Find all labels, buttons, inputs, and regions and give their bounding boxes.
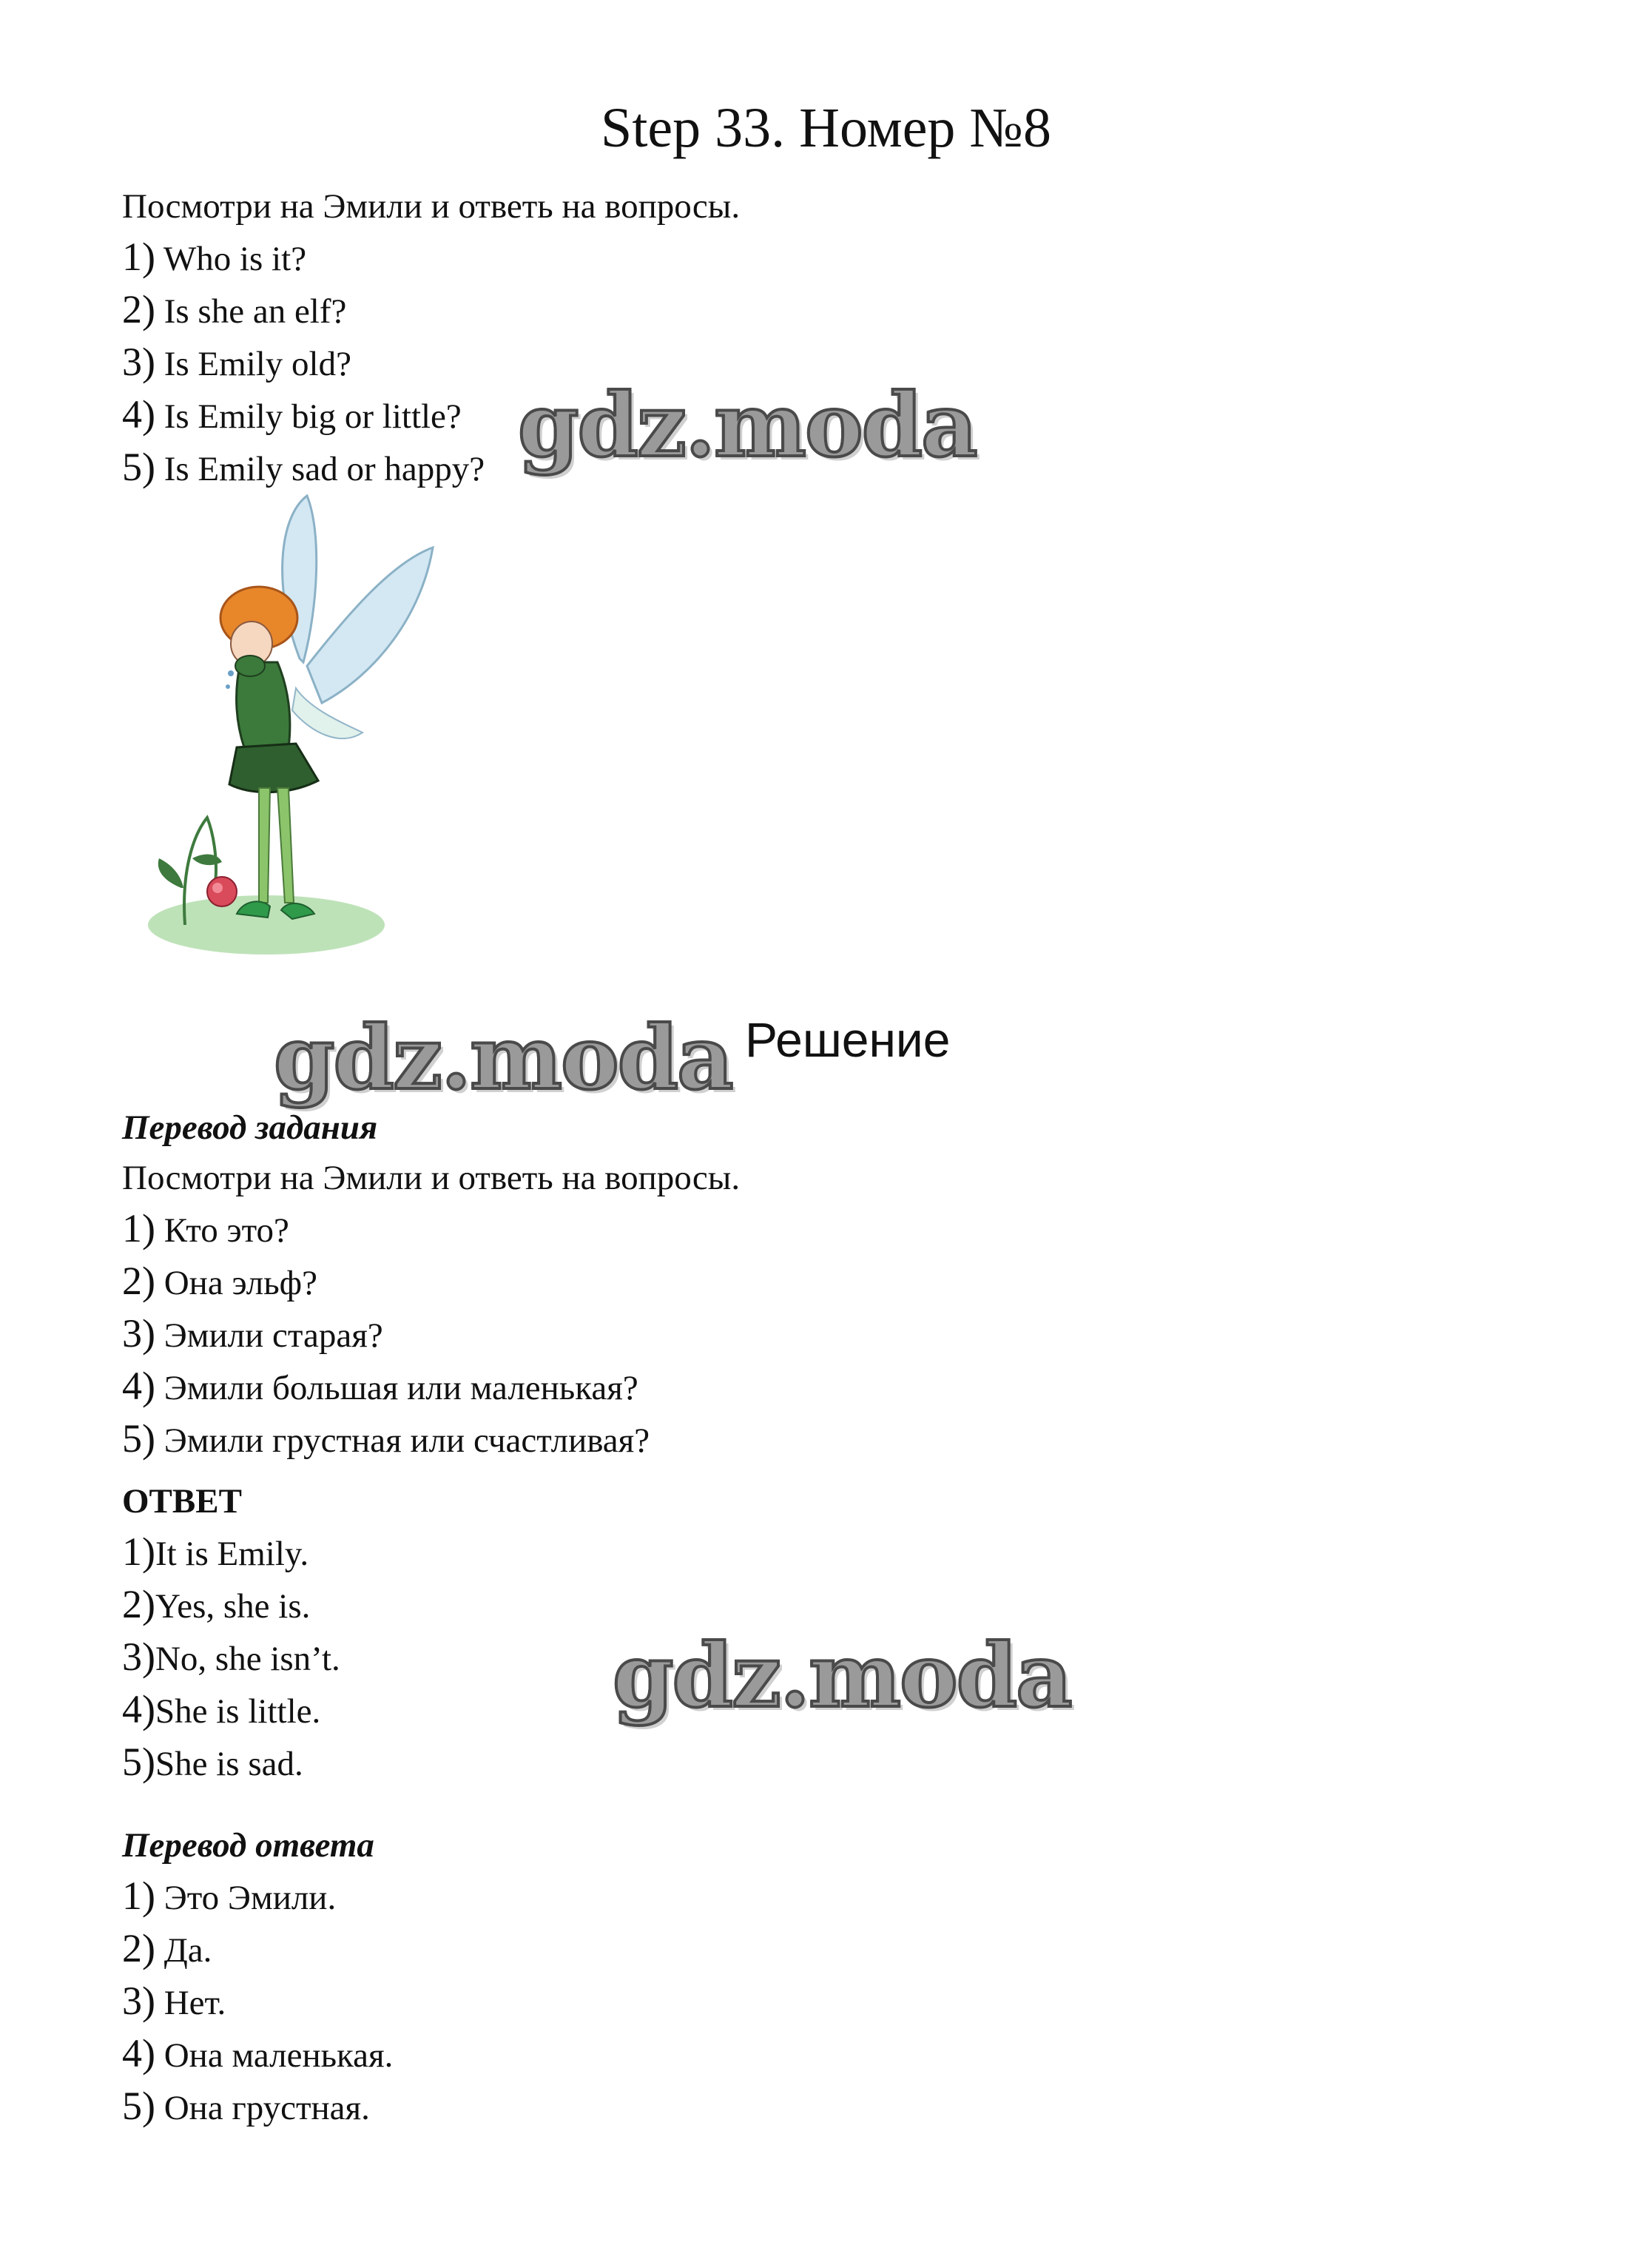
question-2 — [122, 284, 740, 337]
item-text: Кто это? — [163, 1211, 289, 1250]
question-text: Is Emily old? — [163, 345, 351, 383]
answer-item-5 — [122, 1737, 340, 1789]
item-number: 3) — [122, 1311, 155, 1356]
task-translation-heading: Перевод задания — [122, 1108, 378, 1147]
answer-item-1 — [122, 1526, 340, 1579]
flower-leaf — [158, 858, 183, 888]
item-number: 3) — [122, 1979, 155, 2023]
item-text: Эмили большая или маленькая? — [163, 1369, 638, 1407]
watermark: gdz.moda — [613, 1624, 1071, 1727]
flower-petal — [212, 883, 223, 893]
item-number: 1) — [122, 1529, 155, 1574]
item-text: Она эльф? — [163, 1264, 317, 1302]
fairy-hands — [235, 656, 265, 676]
question-text: Is she an elf? — [163, 292, 347, 331]
item-number: 2) — [122, 1259, 155, 1303]
answer-translation-item-2 — [122, 1923, 393, 1976]
answer-translation-item-1 — [122, 1871, 393, 1923]
answer-translation-item-5 — [122, 2081, 393, 2133]
task-instruction: Посмотри на Эмили и ответь на вопросы. — [122, 187, 741, 226]
fairy-leg — [259, 788, 270, 903]
answer-item-3 — [122, 1632, 340, 1684]
question-text: Is Emily big or little? — [163, 397, 462, 436]
item-text: Это Эмили. — [163, 1879, 337, 1917]
item-number: 3) — [122, 1635, 155, 1679]
item-number: 5) — [122, 2084, 155, 2128]
fairy-illustration — [141, 488, 451, 969]
translation-item-4 — [122, 1361, 740, 1413]
item-text: Она маленькая. — [163, 2036, 394, 2075]
answer-heading: ОТВЕТ — [122, 1482, 242, 1521]
item-number: 2) — [122, 1582, 155, 1626]
item-text: Эмили старая? — [163, 1316, 383, 1355]
answer-translation-item-3 — [122, 1976, 393, 2028]
answer-translation-block — [122, 1820, 393, 2133]
translation-item-2 — [122, 1256, 740, 1308]
item-text: It is Emily. — [155, 1535, 309, 1573]
solution-heading: Решение — [745, 1012, 951, 1067]
answer-item-4 — [122, 1684, 340, 1737]
item-text: She is little. — [155, 1692, 321, 1731]
answer-translation-heading: Перевод ответа — [122, 1826, 374, 1865]
item-number: 5) — [122, 1740, 155, 1784]
item-number: 1) — [122, 1873, 155, 1918]
item-text: She is sad. — [155, 1745, 303, 1783]
question-number: 3) — [122, 340, 155, 384]
task-translation-instruction: Посмотри на Эмили и ответь на вопросы. — [122, 1159, 741, 1197]
fairy-skirt — [229, 744, 318, 792]
item-text: Она грустная. — [163, 2089, 370, 2127]
tear — [228, 670, 234, 676]
answer-translation-item-4 — [122, 2028, 393, 2081]
tear — [226, 684, 230, 689]
question-number: 2) — [122, 287, 155, 331]
answer-item-2 — [122, 1579, 340, 1632]
translation-item-5 — [122, 1413, 740, 1466]
question-text: Is Emily sad or happy? — [163, 450, 485, 488]
flower-leaf — [192, 855, 222, 866]
flower-head — [207, 877, 237, 906]
question-number: 5) — [122, 445, 155, 489]
question-number: 1) — [122, 235, 155, 279]
watermark: gdz.moda — [274, 1006, 732, 1109]
item-text: No, she isn’t. — [155, 1640, 340, 1678]
task-translation-block — [122, 1102, 740, 1466]
item-text: Yes, she is. — [155, 1587, 311, 1626]
item-number: 5) — [122, 1416, 155, 1461]
right-wing — [307, 548, 433, 703]
watermark: gdz.moda — [518, 374, 977, 477]
item-text: Эмили грустная или счастливая? — [163, 1421, 650, 1460]
fairy-leg — [277, 788, 294, 903]
item-text: Да. — [163, 1931, 212, 1970]
item-number: 4) — [122, 1687, 155, 1731]
translation-item-3 — [122, 1308, 740, 1361]
item-number: 4) — [122, 2031, 155, 2075]
item-number: 2) — [122, 1926, 155, 1970]
answer-block — [122, 1476, 340, 1789]
page-title: Step 33. Номер №8 — [601, 97, 1051, 159]
translation-item-1 — [122, 1203, 740, 1256]
item-number: 1) — [122, 1206, 155, 1250]
question-number: 4) — [122, 392, 155, 437]
question-text: Who is it? — [163, 240, 307, 278]
question-1 — [122, 232, 740, 284]
item-number: 4) — [122, 1364, 155, 1408]
item-text: Нет. — [163, 1984, 226, 2022]
